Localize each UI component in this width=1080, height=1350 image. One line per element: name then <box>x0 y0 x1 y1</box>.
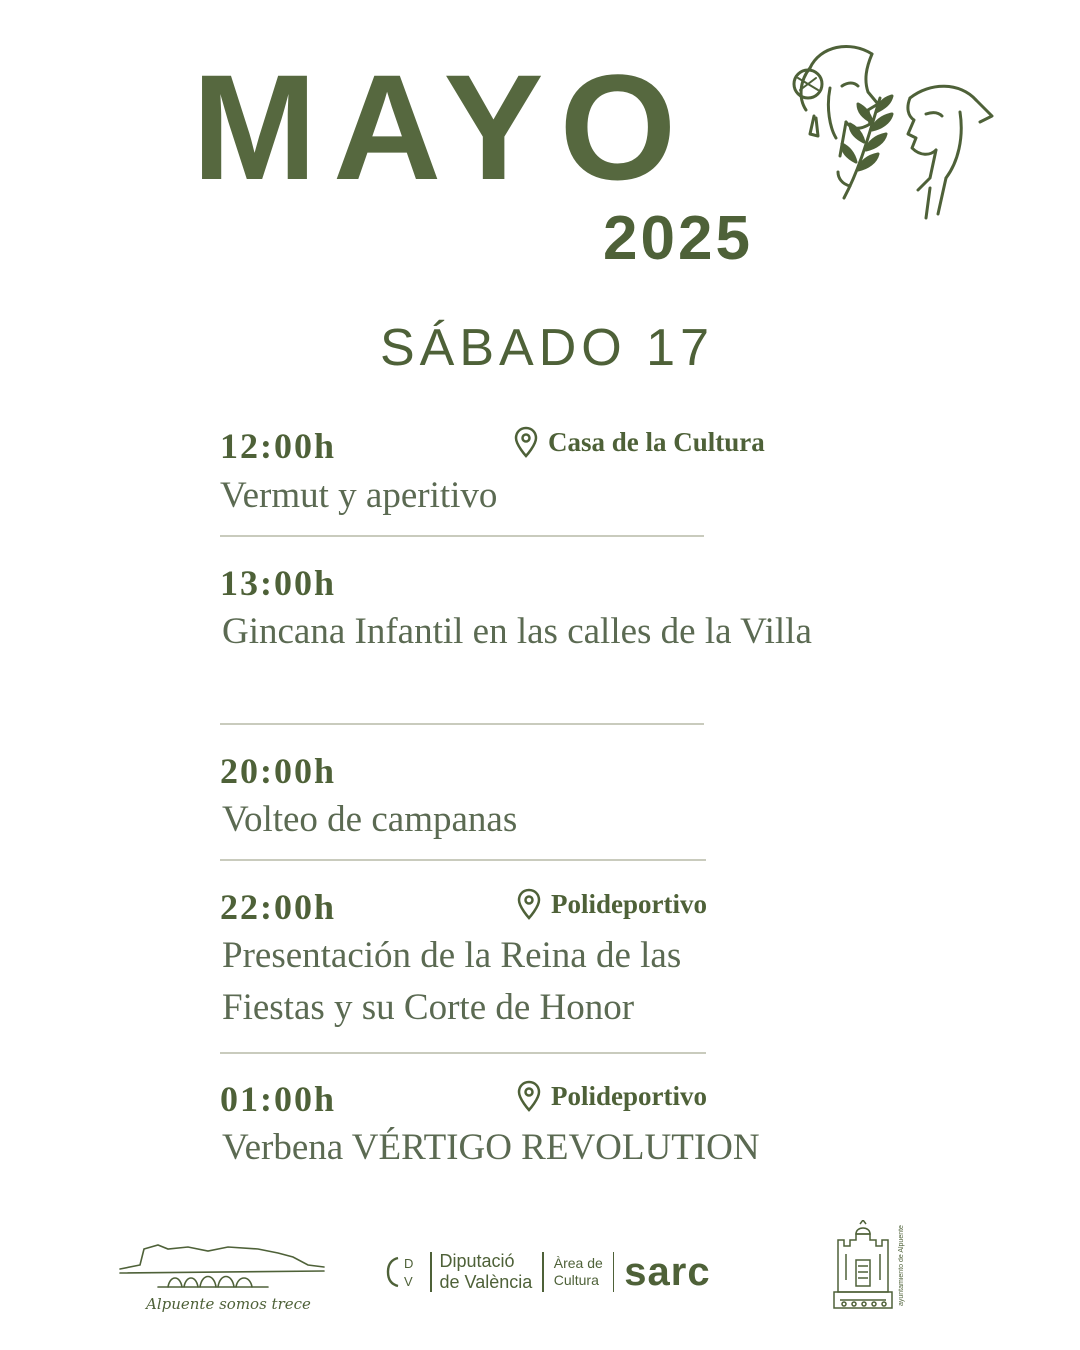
alpuente-tagline: Alpuente somos trece <box>146 1295 311 1313</box>
logo-separator <box>542 1252 544 1292</box>
location-pin-icon <box>517 888 541 920</box>
event-location-label: Polideportivo <box>551 1080 707 1111</box>
event-time: 22:00h <box>220 887 337 927</box>
divider <box>220 1052 706 1054</box>
area-line2: Cultura <box>553 1272 599 1288</box>
aqueduct-icon <box>118 1235 328 1295</box>
diputacio-line1: Diputació <box>439 1251 515 1271</box>
alpuente-logo <box>118 1235 328 1325</box>
event-time: 12:00h <box>220 426 337 466</box>
ayuntamiento-label: ayuntamiento de Alpuente <box>898 1225 905 1307</box>
event-description: Verbena VÉRTIGO REVOLUTION <box>222 1127 760 1168</box>
ayuntamiento-crest <box>832 1220 912 1316</box>
sarc-logo-text: sarc <box>624 1250 711 1294</box>
castle-crest-icon <box>832 1220 894 1312</box>
event-description: Volteo de campanas <box>222 799 518 840</box>
event-location-label: Casa de la Cultura <box>548 426 765 457</box>
month-title: MAYO <box>192 43 693 211</box>
svg-text:V: V <box>404 1274 413 1289</box>
divider <box>220 535 704 537</box>
area-line1: Àrea de <box>553 1255 603 1271</box>
faces-illustration <box>780 38 1000 228</box>
event-location <box>517 888 707 920</box>
location-pin-icon <box>514 426 538 458</box>
event-time: 01:00h <box>220 1079 337 1119</box>
location-pin-icon <box>517 1080 541 1112</box>
day-title: SÁBADO 17 <box>380 319 715 377</box>
event-description: Presentación de la Reina de las Fiestas y su Corte de Honor <box>222 935 682 1028</box>
logo-separator <box>613 1252 615 1292</box>
divider <box>220 723 704 725</box>
event-time: 13:00h <box>220 563 337 603</box>
logo-separator <box>430 1252 432 1292</box>
divider <box>220 859 706 861</box>
dv-monogram-icon <box>386 1252 422 1292</box>
event-description: Vermut y aperitivo <box>220 475 498 516</box>
year-title: 2025 <box>603 204 753 273</box>
event-location <box>514 426 765 458</box>
event-location-label: Polideportivo <box>551 888 707 919</box>
diputacio-logo <box>386 1248 711 1296</box>
svg-text:D: D <box>404 1256 414 1271</box>
event-location <box>517 1080 707 1112</box>
diputacio-line2: de València <box>439 1272 533 1292</box>
event-description: Gincana Infantil en las calles de la Villa <box>222 611 812 652</box>
event-time: 20:00h <box>220 751 337 791</box>
